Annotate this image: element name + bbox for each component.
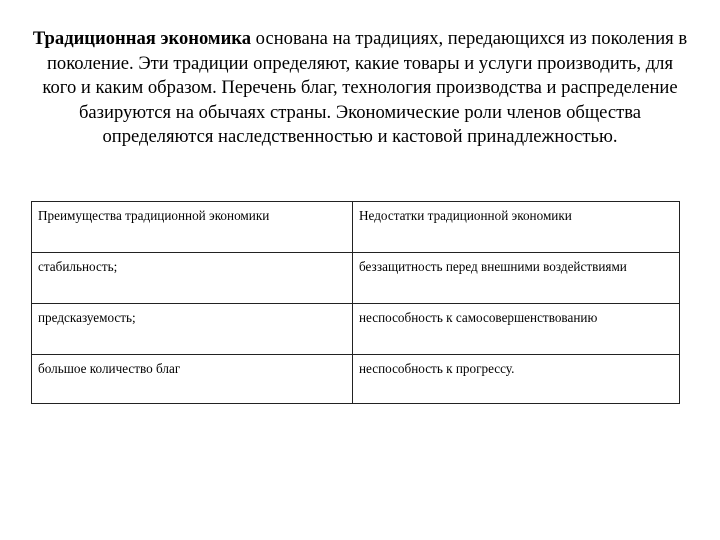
header-disadvantages: Недостатки традиционной экономики (353, 202, 680, 253)
disadvantage-cell: неспособность к самосовершенствованию (353, 304, 680, 355)
intro-term: Традиционная экономика (32, 28, 252, 49)
header-advantages: Преимущества традиционной экономики (32, 202, 353, 253)
advantage-cell: большое количество благ (32, 355, 353, 404)
table-row (32, 253, 680, 304)
disadvantage-cell: беззащитность перед внешними воздействиями (353, 253, 680, 304)
intro-text: основана на традициях, передающихся из поколения в поколение. Эти традиции определяют, какие товары и услуги производить, для кого и каким образом. Перечень благ, технология производства и распределение базируются на обычаях страны. Экономические роли членов общества определяются наследственностью и кастовой принадлежностью. (42, 28, 688, 148)
table-row (32, 355, 680, 404)
advantage-cell: стабильность; (32, 253, 353, 304)
disadvantage-cell: неспособность к прогрессу. (353, 355, 680, 404)
advantage-cell: предсказуемость; (32, 304, 353, 355)
comparison-table (31, 201, 680, 404)
table-row (32, 304, 680, 355)
table-header-row (32, 202, 680, 253)
intro-paragraph (30, 27, 690, 150)
